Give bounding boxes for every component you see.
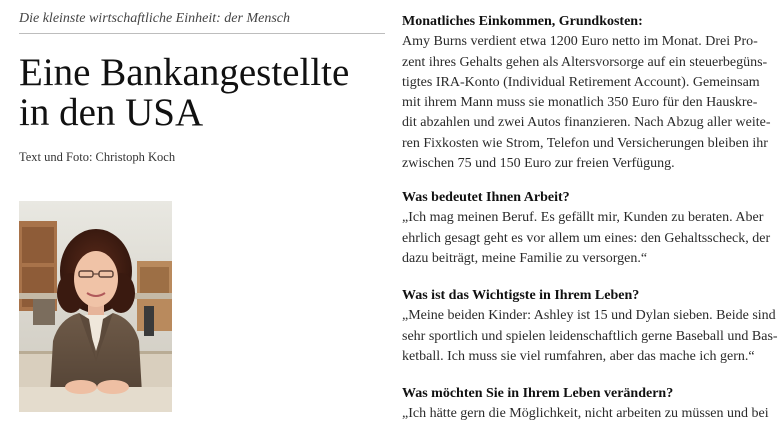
kicker: Die kleinste wirtschaftliche Einheit: der Mensch — [19, 11, 290, 26]
section-income — [402, 12, 771, 174]
text-line: mit ihrem Mann muss sie monatlich 350 Euro für den Hauskre- — [402, 95, 758, 111]
section-body — [402, 208, 771, 269]
text-line: „Meine beiden Kinder: Ashley ist 15 und Dylan sieben. Beide sind — [402, 308, 776, 324]
divider — [19, 33, 385, 34]
section-priorities — [402, 286, 778, 367]
portrait-photo — [19, 201, 172, 412]
text-line: zwischen 75 und 150 Euro zur freien Verfügung. — [402, 156, 675, 172]
section-body — [402, 306, 778, 367]
headline-line-2: in den USA — [19, 91, 204, 134]
byline: Text und Foto: Christoph Koch — [19, 150, 176, 164]
section-heading: Monatliches Einkommen, Grundkosten: — [402, 14, 643, 29]
text-line: zent ihres Gehalts gehen als Altersvorsorge auf ein steuerbegüns- — [402, 54, 768, 70]
text-line: ketball. Ich muss sie viel rumfahren, aber das mache ich gern.“ — [402, 348, 755, 364]
section-heading: Was ist das Wichtigste in Ihrem Leben? — [402, 288, 640, 303]
section-body — [402, 32, 771, 174]
headline-line-1: Eine Bankangestellte — [19, 51, 350, 94]
text-line: Amy Burns verdient etwa 1200 Euro netto im Monat. Drei Pro- — [402, 34, 758, 50]
text-line: ren Fixkosten wie Strom, Telefon und Versicherungen bleiben ihr — [402, 135, 768, 151]
portrait-illustration — [19, 201, 172, 412]
section-work — [402, 188, 771, 269]
section-change — [402, 384, 768, 425]
section-body — [402, 404, 768, 424]
headline — [19, 53, 349, 133]
text-line: dazu beiträgt, meine Familie zu versorgen.“ — [402, 250, 648, 266]
text-line: sehr sportlich und spielen leidenschaftlich gerne Baseball und Bas- — [402, 328, 778, 344]
text-line: ehrlich gesagt geht es vor allem um eines: den Gehaltsscheck, der — [402, 230, 771, 246]
section-heading: Was möchten Sie in Ihrem Leben verändern? — [402, 386, 674, 401]
text-line: „Ich hätte gern die Möglichkeit, nicht arbeiten zu müssen und bei — [402, 406, 769, 422]
section-heading: Was bedeutet Ihnen Arbeit? — [402, 190, 570, 205]
text-line: dit abzahlen und zwei Autos finanzieren. Nach Abzug aller weite- — [402, 115, 771, 131]
text-line: tigtes IRA-Konto (Individual Retirement Account). Gemeinsam — [402, 74, 760, 90]
text-line: „Ich mag meinen Beruf. Es gefällt mir, Kunden zu beraten. Aber — [402, 210, 764, 226]
